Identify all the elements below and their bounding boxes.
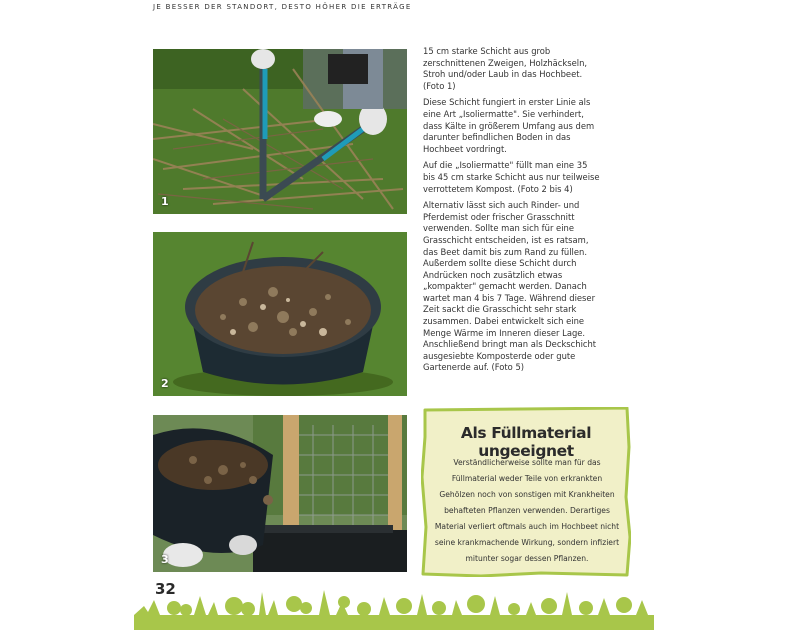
paragraph: Auf die „Isoliermatte" füllt man eine 35 bis 45 cm starke Schicht aus nur teilweise verrottetem Kompost. (Foto 2 bis 4) <box>423 160 600 194</box>
info-box <box>421 407 631 577</box>
photo-compost-tub <box>153 232 407 396</box>
photo-raised-bed-filling <box>153 415 407 572</box>
photo-number: 3 <box>161 553 169 566</box>
info-box-title: Als Füllmaterial ungeeignet <box>460 424 592 460</box>
info-box-text: Verständlicherweise sollte man für das Füllmaterial weder Teile von erkrankten Gehölzen noch von sonstigen mit Krankheiten behafteten Pflanzen verwenden. Derartiges Material verliert oftmals auch im Hochbeet nicht seine krankmachende Wirkung, sondern infiziert mitunter sogar dessen Pflanzen. <box>434 458 620 563</box>
page-number: 32 <box>155 580 176 598</box>
paragraph: Alternativ lässt sich auch Rinder- und Pferdemist oder frischer Grasschnitt verwenden. Sollte man sich für eine Grasschicht entscheiden, ist es ratsam, das Beet damit bis zum Rand zu füllen. Außerdem sollte diese Schicht durch Andrücken noch zusätzlich etwas „kompakter" gemacht werden. Danach wartet man 4 bis 7 Tage. Während dieser Zeit sackt die Grasschicht sehr stark zusammen. Dabei entwickelt sich eine Menge Wärme im Inneren dieser Lage. Anschließend bringt man als Deckschicht ausgesiebte Komposterde oder gute Gartenerde auf. (Foto 5) <box>423 200 597 373</box>
photo-number: 1 <box>161 195 169 208</box>
photo-number: 2 <box>161 377 169 390</box>
paragraph: Diese Schicht fungiert in erster Linie als eine Art „Isoliermatte". Sie verhindert, dass Kälte in größerem Umfang aus dem darunter befindlichen Boden in das Hochbeet vordringt. <box>423 97 595 154</box>
plant-silhouette-footer <box>134 582 654 630</box>
paragraph: 15 cm starke Schicht aus grob zerschnittenen Zweigen, Holzhäckseln, Stroh und/oder Laub in das Hochbeet. (Foto 1) <box>423 46 588 91</box>
running-header: JE BESSER DER STANDORT, DESTO HÖHER DIE ERTRÄGE <box>153 3 412 11</box>
photo-branches-loppers <box>153 49 407 214</box>
body-text-column <box>423 46 601 379</box>
